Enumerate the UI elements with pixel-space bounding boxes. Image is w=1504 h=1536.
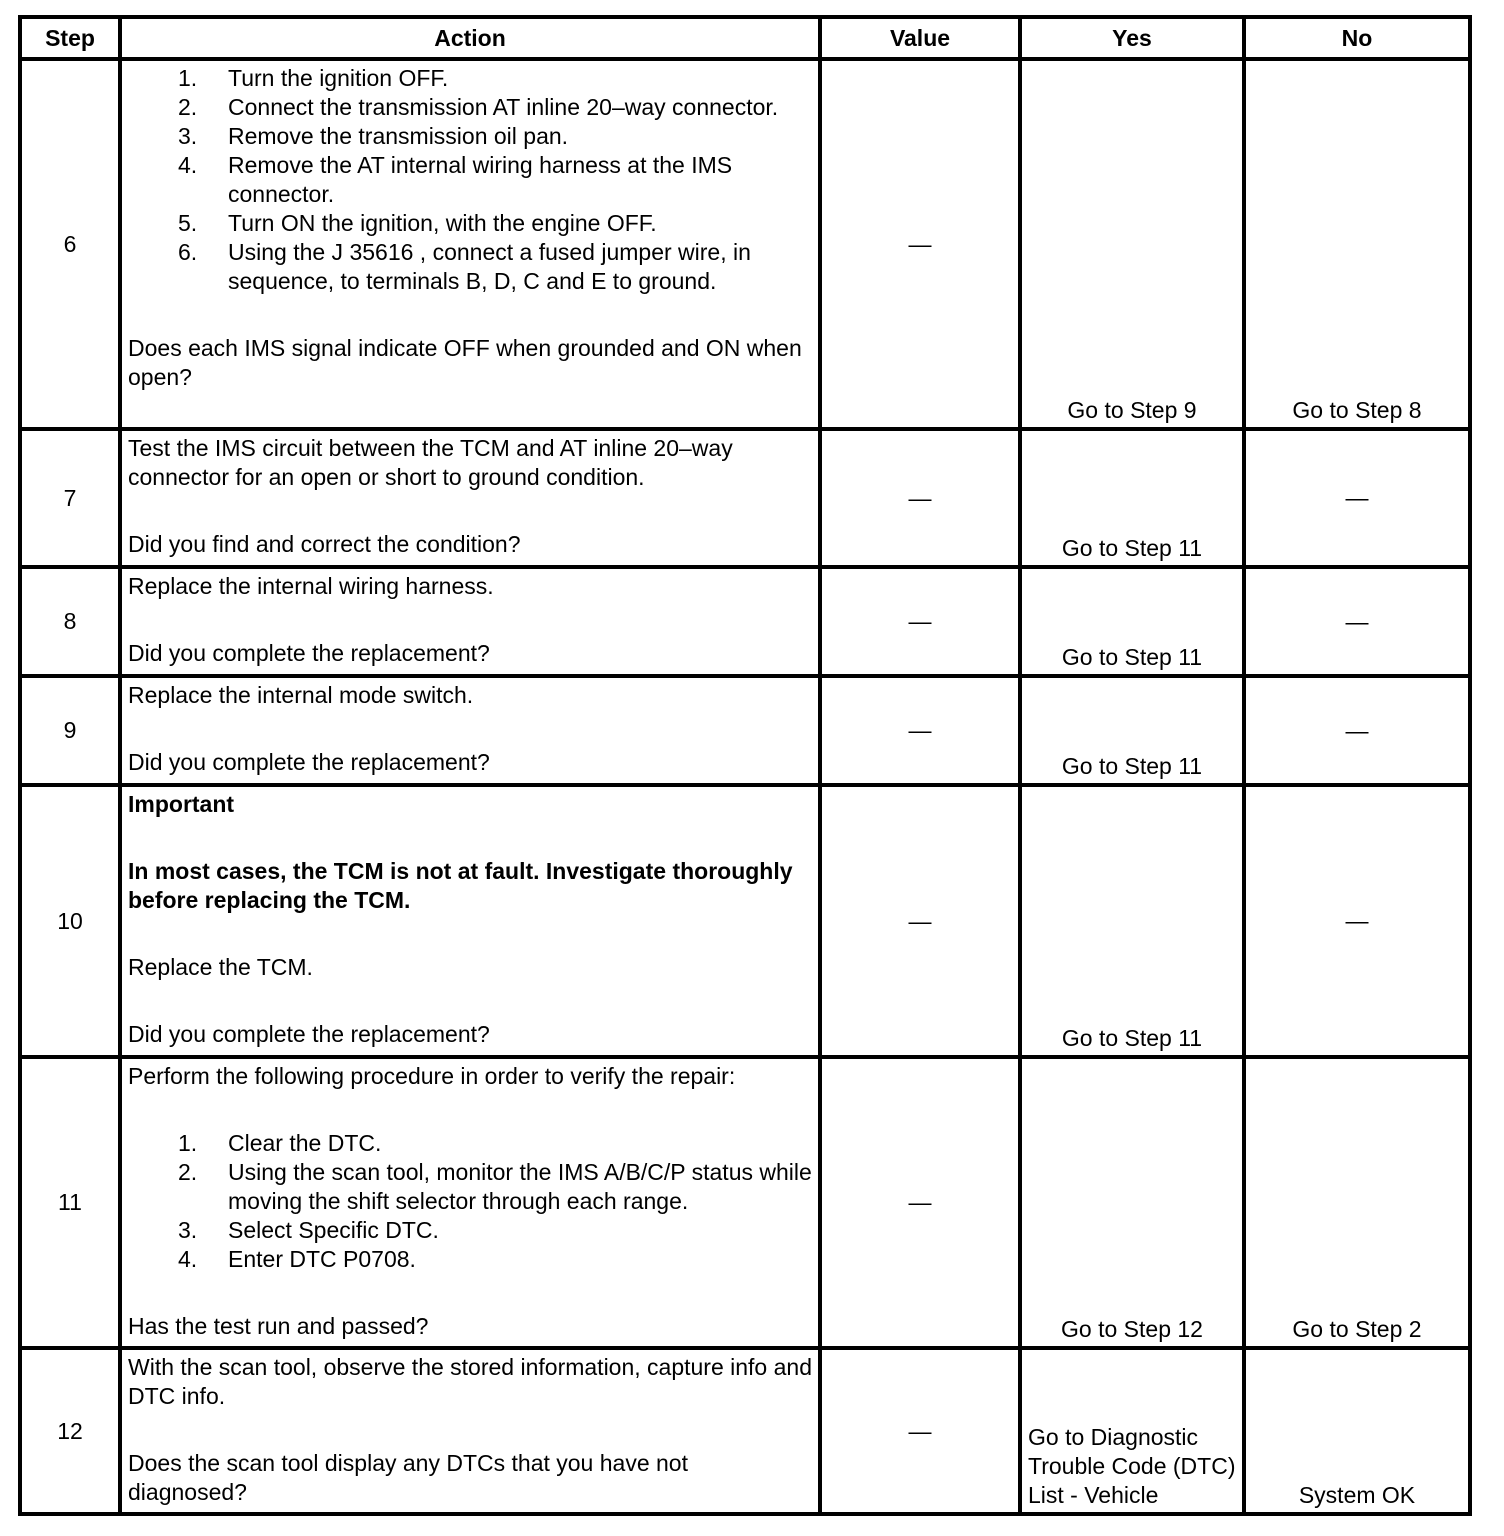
header-value: Value bbox=[820, 17, 1020, 59]
action-cell bbox=[120, 785, 820, 1057]
step-number: 8 bbox=[20, 567, 120, 676]
list-item: 2. Connect the transmission AT inline 20–way connector. bbox=[178, 94, 779, 120]
no-cell bbox=[1244, 59, 1470, 429]
action-text: Replace the TCM. bbox=[128, 954, 313, 980]
table-row bbox=[20, 567, 1470, 676]
value-cell: — bbox=[820, 429, 1020, 567]
yes-link: Go to Step 11 bbox=[1061, 1025, 1203, 1051]
table-row bbox=[20, 59, 1470, 429]
value-cell: — bbox=[820, 59, 1020, 429]
no-cell bbox=[1244, 676, 1470, 785]
no-cell bbox=[1244, 429, 1470, 567]
list-item: 1. Turn the ignition OFF. bbox=[178, 65, 449, 91]
yes-cell bbox=[1020, 567, 1244, 676]
header-step: Step bbox=[20, 17, 120, 59]
list-item: 3. Select Specific DTC. bbox=[178, 1217, 439, 1243]
table-row bbox=[20, 1057, 1470, 1348]
no-cell bbox=[1244, 1057, 1470, 1348]
no-dash: — bbox=[1345, 717, 1369, 743]
action-question: Did you complete the replacement? bbox=[128, 749, 490, 775]
no-cell bbox=[1244, 567, 1470, 676]
value-cell: — bbox=[820, 1348, 1020, 1514]
action-text: Replace the internal wiring harness. bbox=[128, 573, 494, 599]
procedure-list bbox=[128, 1129, 812, 1274]
table-row bbox=[20, 676, 1470, 785]
yes-cell bbox=[1020, 1348, 1244, 1514]
diagnostic-table bbox=[18, 15, 1472, 1516]
header-yes: Yes bbox=[1020, 17, 1244, 59]
action-text: Test the IMS circuit between the TCM and AT inline 20–way connector for an open or short to ground condition. bbox=[128, 435, 733, 490]
yes-link: Go to Step 9 bbox=[1067, 397, 1197, 423]
yes-link: Go to Step 12 bbox=[1061, 1316, 1203, 1342]
action-cell bbox=[120, 429, 820, 567]
yes-cell bbox=[1020, 785, 1244, 1057]
value-cell: — bbox=[820, 567, 1020, 676]
header-row bbox=[20, 17, 1470, 59]
yes-link: Go to Step 11 bbox=[1061, 535, 1203, 561]
yes-cell bbox=[1020, 1057, 1244, 1348]
step-number: 7 bbox=[20, 429, 120, 567]
step-number: 12 bbox=[20, 1348, 120, 1514]
action-text: Perform the following procedure in order to verify the repair: bbox=[128, 1063, 736, 1089]
list-item: 1. Clear the DTC. bbox=[178, 1130, 382, 1156]
list-item: 6. Using the J 35616 , connect a fused jumper wire, in sequence, to terminals B, D, C and E to ground. bbox=[178, 239, 751, 294]
list-item: 3. Remove the transmission oil pan. bbox=[178, 123, 569, 149]
yes-link: Go to Step 11 bbox=[1061, 644, 1203, 670]
list-item: 5. Turn ON the ignition, with the engine OFF. bbox=[178, 210, 657, 236]
no-cell bbox=[1244, 1348, 1470, 1514]
step-number: 11 bbox=[20, 1057, 120, 1348]
no-link: Go to Step 8 bbox=[1292, 397, 1422, 423]
action-question: Did you complete the replacement? bbox=[128, 640, 490, 666]
no-dash: — bbox=[1345, 608, 1369, 634]
yes-cell bbox=[1020, 59, 1244, 429]
yes-link: Go to Step 11 bbox=[1061, 753, 1203, 779]
procedure-list bbox=[128, 64, 812, 296]
table-row bbox=[20, 429, 1470, 567]
important-note: In most cases, the TCM is not at fault. Investigate thoroughly before replacing the TCM. bbox=[128, 858, 793, 913]
action-cell bbox=[120, 1348, 820, 1514]
no-dash: — bbox=[1345, 907, 1369, 934]
action-question: Does the scan tool display any DTCs that you have not diagnosed? bbox=[128, 1450, 688, 1505]
no-link: Go to Step 2 bbox=[1292, 1316, 1422, 1342]
list-item: 2. Using the scan tool, monitor the IMS A/B/C/P status while moving the shift selector through each range. bbox=[178, 1159, 812, 1214]
action-cell bbox=[120, 676, 820, 785]
action-cell bbox=[120, 567, 820, 676]
list-item: 4. Remove the AT internal wiring harness at the IMS connector. bbox=[178, 152, 733, 207]
action-question: Did you find and correct the condition? bbox=[128, 531, 521, 557]
no-dash: — bbox=[1345, 484, 1369, 511]
value-cell: — bbox=[820, 676, 1020, 785]
action-cell bbox=[120, 59, 820, 429]
action-question: Does each IMS signal indicate OFF when grounded and ON when open? bbox=[128, 335, 802, 390]
action-question: Has the test run and passed? bbox=[128, 1313, 429, 1339]
yes-cell bbox=[1020, 676, 1244, 785]
step-number: 10 bbox=[20, 785, 120, 1057]
list-item: 4. Enter DTC P0708. bbox=[178, 1246, 416, 1272]
action-question: Did you complete the replacement? bbox=[128, 1021, 490, 1047]
yes-cell bbox=[1020, 429, 1244, 567]
value-cell: — bbox=[820, 785, 1020, 1057]
important-heading: Important bbox=[128, 791, 235, 817]
no-cell bbox=[1244, 785, 1470, 1057]
step-number: 9 bbox=[20, 676, 120, 785]
action-cell bbox=[120, 1057, 820, 1348]
no-link: System OK bbox=[1298, 1482, 1416, 1508]
header-no: No bbox=[1244, 17, 1470, 59]
table-row bbox=[20, 785, 1470, 1057]
header-action: Action bbox=[120, 17, 820, 59]
step-number: 6 bbox=[20, 59, 120, 429]
value-cell: — bbox=[820, 1057, 1020, 1348]
yes-link: Go to Diagnostic Trouble Code (DTC) List - Vehicle bbox=[1028, 1424, 1236, 1508]
action-text: With the scan tool, observe the stored information, capture info and DTC info. bbox=[128, 1354, 812, 1409]
table-row bbox=[20, 1348, 1470, 1514]
action-text: Replace the internal mode switch. bbox=[128, 682, 474, 708]
